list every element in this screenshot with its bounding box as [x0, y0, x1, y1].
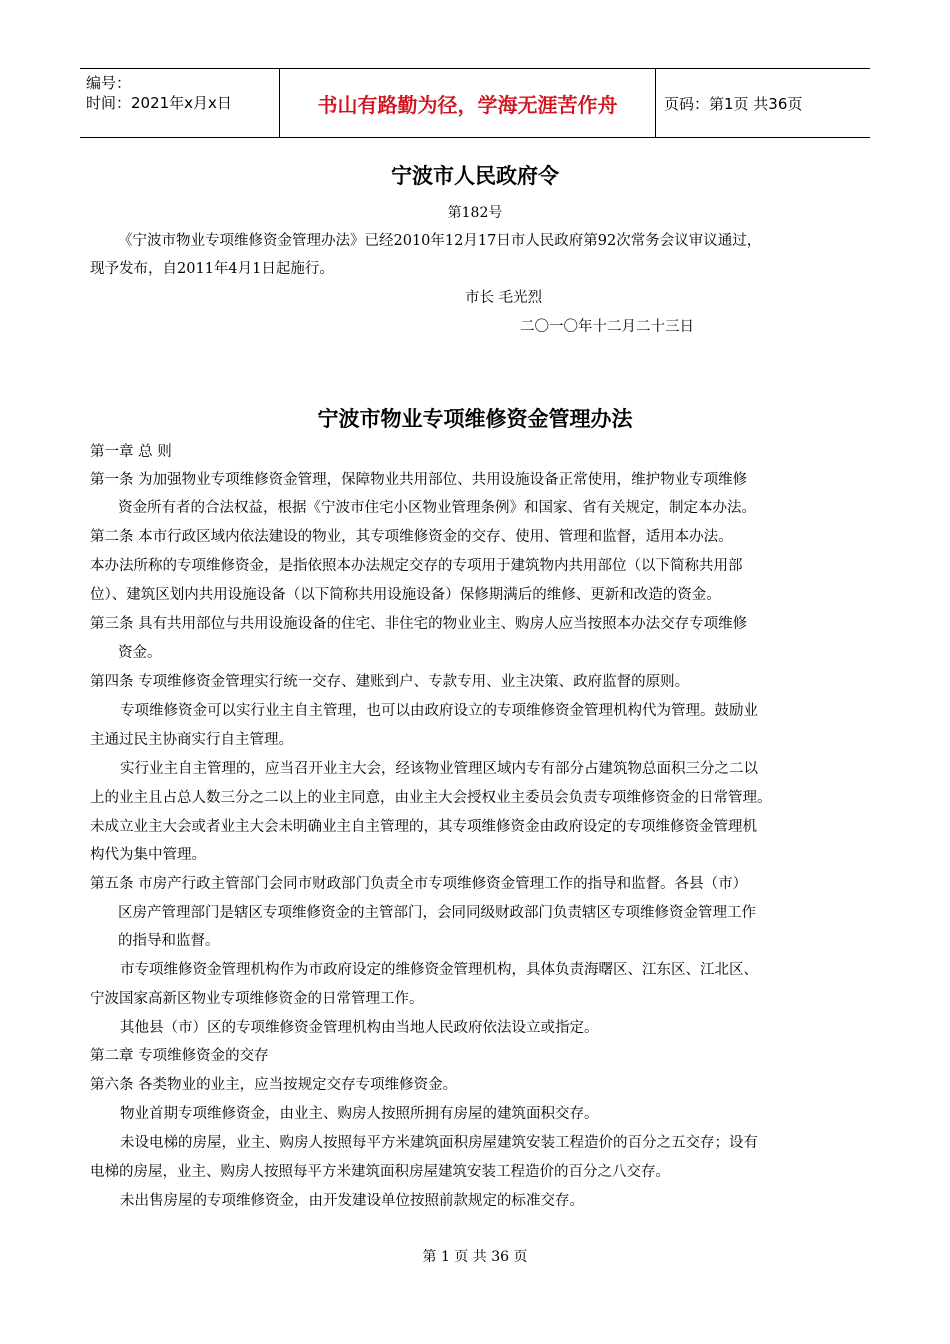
article-line: 第四条 专项维修资金管理实行统一交存、建账到户、专款专用、业主决策、政府监督的原则。	[90, 674, 690, 690]
motto: 书山有路勤为径，学海无涯苦作舟	[280, 69, 656, 137]
decree-title: 宁波市人民政府令	[391, 164, 559, 188]
decree-date: 二〇一〇年十二月二十三日	[520, 319, 694, 335]
article-line: 本办法所称的专项维修资金，是指依照本办法规定交存的专项用于建筑物内共用部位（以下简称共用部	[90, 558, 743, 574]
page-header	[80, 68, 870, 138]
article-line: 未出售房屋的专项维修资金，由开发建设单位按照前款规定的标准交存。	[120, 1193, 584, 1209]
article-line: 区房产管理部门是辖区专项维修资金的主管部门，会同同级财政部门负责辖区专项维修资金管理工作	[118, 905, 756, 921]
decree-body-line: 现予发布，自2011年4月1日起施行。	[90, 261, 334, 277]
article-line: 第一条 为加强物业专项维修资金管理，保障物业共用部位、共用设施设备正常使用，维护物业专项维修	[90, 472, 748, 488]
article-line: 实行业主自主管理的，应当召开业主大会，经该物业管理区域内专有部分占建筑物总面积三分之二以	[120, 761, 758, 777]
article-line: 未成立业主大会或者业主大会未明确业主自主管理的，其专项维修资金由政府设定的专项维修资金管理机	[90, 819, 757, 835]
chapter-heading: 第一章 总 则	[90, 444, 172, 460]
article-line: 第六条 各类物业的业主，应当按规定交存专项维修资金。	[90, 1077, 458, 1093]
article-line: 其他县（市）区的专项维修资金管理机构由当地人民政府依法设立或指定。	[120, 1020, 599, 1036]
number-label: 编号：	[86, 74, 132, 92]
article-line: 位）、建筑区划内共用设施设备（以下简称共用设施设备）保修期满后的维修、更新和改造的资金。	[90, 587, 721, 603]
header-meta-cell	[80, 69, 280, 137]
article-line: 资金。	[118, 645, 162, 661]
article-line: 第五条 市房产行政主管部门会同市财政部门负责全市专项维修资金管理工作的指导和监督。各县（市）	[90, 876, 748, 892]
article-line: 专项维修资金可以实行业主自主管理，也可以由政府设立的专项维修资金管理机构代为管理。鼓励业	[120, 703, 758, 719]
article-line: 电梯的房屋，业主、购房人按照每平方米建筑面积房屋建筑安装工程造价的百分之八交存。	[90, 1164, 670, 1180]
page-footer: 第 1 页 共 36 页	[422, 1249, 528, 1265]
chapter-heading: 第二章 专项维修资金的交存	[90, 1048, 269, 1064]
article-line: 的指导和监督。	[118, 933, 220, 949]
article-line: 第三条 具有共用部位与共用设施设备的住宅、非住宅的物业业主、购房人应当按照本办法交存专项维修	[90, 616, 748, 632]
article-line: 构代为集中管理。	[90, 847, 206, 863]
regulation-title: 宁波市物业专项维修资金管理办法	[317, 407, 633, 431]
decree-number: 第182号	[447, 205, 503, 221]
article-line: 宁波国家高新区物业专项维修资金的日常管理工作。	[90, 991, 424, 1007]
decree-body-line: 《宁波市物业专项维修资金管理办法》已经2010年12月17日市人民政府第92次常务会议审议通过，	[118, 233, 762, 249]
article-line: 物业首期专项维修资金，由业主、购房人按照所拥有房屋的建筑面积交存。	[120, 1106, 599, 1122]
decree-signer: 市长 毛光烈	[465, 290, 543, 306]
article-line: 资金所有者的合法权益，根据《宁波市住宅小区物业管理条例》和国家、省有关规定，制定本办法。	[118, 500, 756, 516]
article-line: 第二条 本市行政区域内依法建设的物业，其专项维修资金的交存、使用、管理和监督，适用本办法。	[90, 529, 733, 545]
article-line: 主通过民主协商实行自主管理。	[90, 732, 293, 748]
page-info: 页码：第1页 共36页	[664, 94, 803, 113]
time-label: 时间：2021年x月x日	[86, 94, 232, 112]
article-line: 上的业主且占总人数三分之二以上的业主同意，由业主大会授权业主委员会负责专项维修资金的日常管理。	[90, 790, 772, 806]
article-line: 市专项维修资金管理机构作为市政府设定的维修资金管理机构，具体负责海曙区、江东区、江北区、	[120, 962, 758, 978]
article-line: 未设电梯的房屋，业主、购房人按照每平方米建筑面积房屋建筑安装工程造价的百分之五交存；设有	[120, 1135, 758, 1151]
